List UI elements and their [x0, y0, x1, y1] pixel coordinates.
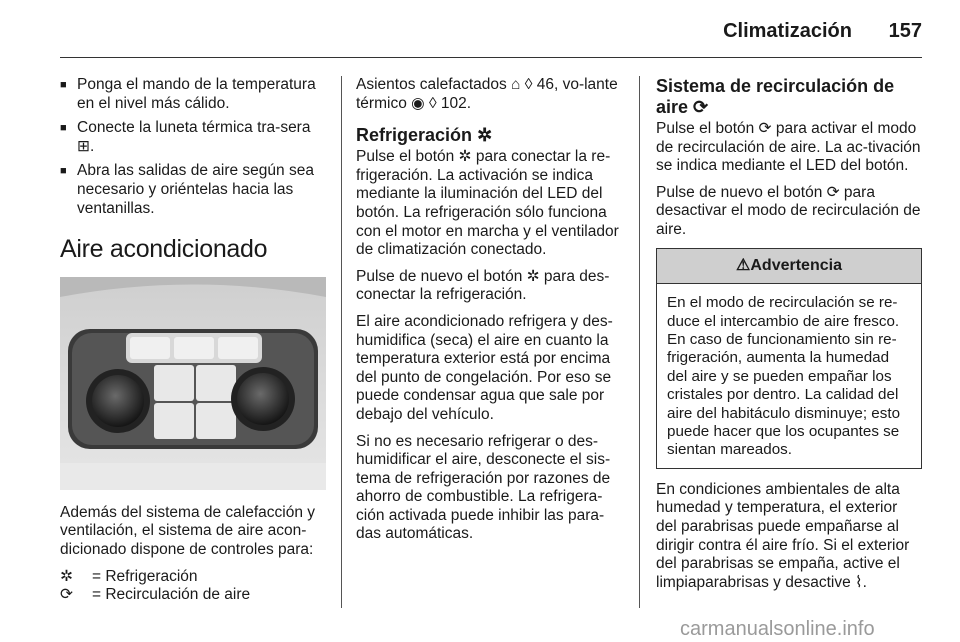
column-right [656, 76, 922, 600]
bullet-item: ■ Ponga el mando de la temperatura en el nivel más cálido. [60, 76, 316, 112]
header-divider [60, 57, 922, 58]
legend-item: ⟳ = Recirculación de aire [60, 586, 251, 604]
paragraph: Pulse de nuevo el botón ⟳ para desactivar el modo de recirculación de aire. [656, 183, 921, 238]
snowflake-icon: ✲ [60, 567, 73, 585]
paragraph: El aire acondicionado refrigera y des-humidifica (seca) el aire en cuanto la temperatura exterior está por encima del punto de congelación. Por eso se puede condensar agua que sale por debajo del vehículo. [356, 312, 613, 423]
column-middle [356, 76, 624, 552]
snowflake-icon: ✲ [477, 125, 493, 146]
square-bullet-icon: ■ [60, 122, 67, 135]
section-title: Aire acondicionado [60, 235, 268, 264]
warning-header: ⚠Advertencia [657, 249, 921, 285]
paragraph: Pulse el botón ✲ para conectar la re-frigeración. La activación se indica mediante la iluminación del LED del botón. La refrigeración sólo funciona con el motor en marcha y el ventilador de climatización conectado. [356, 148, 619, 259]
recirculation-icon: ⟳ [60, 586, 73, 604]
warning-box [656, 248, 922, 469]
paragraph: En condiciones ambientales de alta humedad y temperatura, el exterior del parabrisas puede empañarse al dirigir contra él aire frío. Si el exterior del parabrisas se empaña, active el limpiaparabrisas y desactive ⌇. [656, 480, 910, 591]
subsection-title: Refrigeración ✲ [356, 125, 493, 146]
column-divider [341, 76, 342, 608]
page-number: 157 [888, 20, 922, 42]
square-bullet-icon: ■ [60, 165, 67, 178]
subsection-title: Sistema de recirculación de aire ⟳ [656, 76, 895, 117]
bullet-item: ■ Conecte la luneta térmica tra-sera ⊞. [60, 119, 311, 155]
intro-paragraph: Además del sistema de calefacción y ventilación, el sistema de aire acon-dicionado dispone de controles para: [60, 503, 316, 558]
paragraph: Pulse el botón ⟳ para activar el modo de recirculación de aire. La ac-tivación se indica mediante el LED del botón. [656, 120, 921, 175]
page-header-title: Climatización [723, 20, 852, 42]
warning-text: En el modo de recirculación se re-duce el intercambio de aire fresco. En caso de funcionamiento sin re-frigeración, aumenta la humedad del aire y se pueden empañar los cristales por dentro. La calidad del aire del habitáculo disminuye; esto puede hacer que los ocupantes se sientan mareados. [667, 294, 901, 459]
paragraph: Pulse de nuevo el botón ✲ para des-conectar la refrigeración. [356, 267, 610, 304]
column-divider [639, 76, 640, 608]
watermark: carmanualsonline.info [680, 618, 875, 640]
bullet-item: ■ Abra las salidas de aire según sea necesario y oriéntelas hacia las ventanillas. [60, 162, 314, 217]
recirculation-icon: ⟳ [693, 97, 709, 117]
legend-item: ✲ = Refrigeración [60, 567, 198, 585]
seats-reference: Asientos calefactados ⌂ ◊ 46, vo-lante térmico ◉ ◊ 102. [356, 76, 618, 112]
warning-triangle-icon: ⚠ [736, 256, 751, 274]
column-left [60, 76, 326, 605]
climate-panel-illustration [60, 277, 326, 490]
paragraph: Si no es necesario refrigerar o des-humidificar el aire, desconecte el sis-tema de refrigeración por razones de ahorro de combustible. La refrigera-ción activada puede inhibir las para-das automáticas. [356, 432, 611, 543]
climate-control-panel-photo [60, 277, 326, 490]
square-bullet-icon: ■ [60, 79, 67, 91]
